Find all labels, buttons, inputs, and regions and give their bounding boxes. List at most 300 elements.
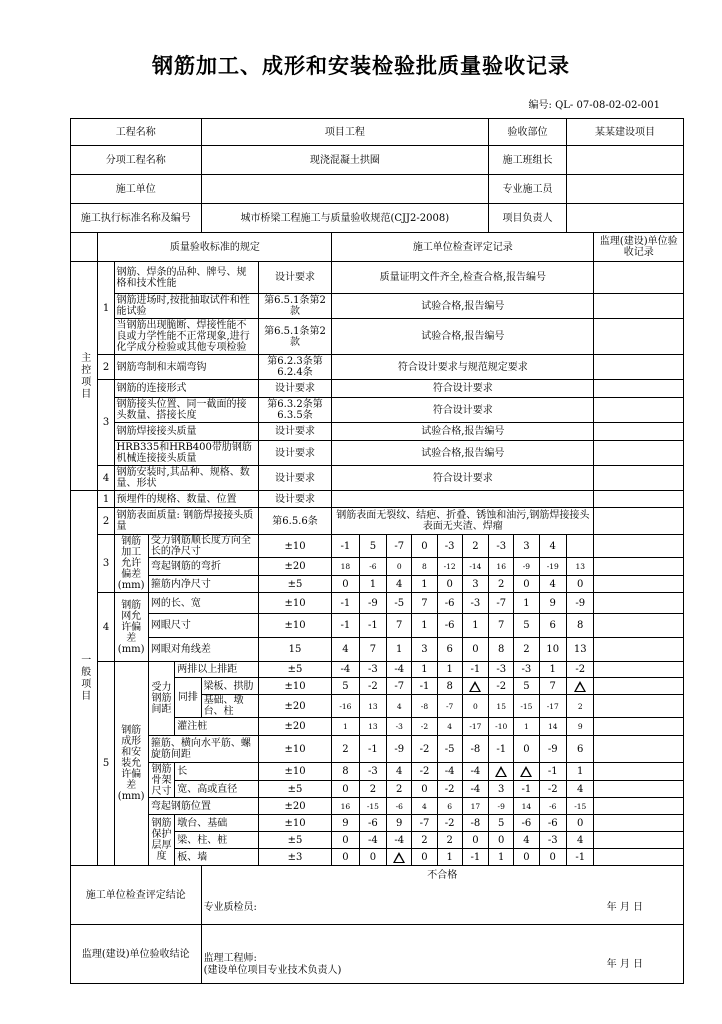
measured-value bbox=[566, 678, 593, 695]
main-item-desc: 钢筋安装时,其品种、规格、数量、形状 bbox=[114, 466, 258, 491]
measured-value: -4 bbox=[332, 662, 359, 678]
measured-value: 3 bbox=[514, 535, 539, 558]
general-item-supervisor bbox=[594, 593, 684, 614]
measured-value: -2 bbox=[359, 678, 386, 695]
main-item-req: 第6.3.2条第6.3.5条 bbox=[258, 398, 331, 423]
measured-value: 3 bbox=[489, 781, 514, 798]
measured-value: -1 bbox=[566, 849, 593, 866]
main-item-supervisor bbox=[594, 380, 684, 398]
main-item-desc: 钢筋进场时,按批抽取试件和性能试验 bbox=[114, 294, 258, 319]
general-item-supervisor bbox=[594, 535, 684, 558]
measured-value: -2 bbox=[412, 718, 437, 736]
main-item-desc: 钢筋弯制和末端弯钩 bbox=[114, 355, 258, 380]
general-item-supervisor bbox=[594, 678, 684, 695]
tolerance: ±20 bbox=[258, 718, 331, 736]
measured-value: 9 bbox=[566, 718, 593, 736]
measured-value: 13 bbox=[566, 558, 593, 576]
measured-value: 6 bbox=[566, 736, 593, 763]
tolerance-item: 宽、高或直径 bbox=[175, 781, 259, 798]
measured-value: -2 bbox=[437, 815, 462, 832]
main-item-no: 2 bbox=[98, 355, 114, 380]
measured-value: -1 bbox=[332, 614, 359, 638]
spec-column-header: 质量验收标准的规定 bbox=[98, 233, 332, 262]
measured-value: 0 bbox=[539, 849, 566, 866]
measured-value: 3 bbox=[412, 638, 437, 662]
inspector-label: 专业质检员: bbox=[203, 902, 257, 913]
measured-value: 16 bbox=[332, 798, 359, 815]
measured-value: 13 bbox=[566, 638, 593, 662]
measured-value: -9 bbox=[539, 736, 566, 763]
page-title: 钢筋加工、成形和安装检验批质量验收记录 bbox=[152, 54, 570, 78]
main-item-desc: 钢筋、焊条的品种、牌号、规格和技术性能 bbox=[114, 262, 258, 294]
measured-value: 0 bbox=[489, 832, 514, 849]
main-item-no: 1 bbox=[98, 262, 114, 355]
supervision-conclusion-box bbox=[201, 925, 683, 984]
tolerance-item: 受力钢筋顺长度方向全长的净尺寸 bbox=[148, 535, 258, 558]
measured-value: -7 bbox=[387, 535, 412, 558]
general-item-supervisor bbox=[594, 491, 684, 508]
tolerance-item: 墩台、基础 bbox=[175, 815, 259, 832]
sub-group: 钢筋骨架尺寸 bbox=[148, 763, 174, 798]
main-item-supervisor bbox=[594, 294, 684, 319]
measured-value: -2 bbox=[489, 678, 514, 695]
date-label-2: 年 月 日 bbox=[606, 959, 643, 970]
supervisor-column-header: 监理(建设)单位验收记录 bbox=[594, 233, 684, 262]
measured-value: 4 bbox=[437, 718, 462, 736]
tolerance: ±10 bbox=[258, 678, 331, 695]
measured-value: 1 bbox=[412, 662, 437, 678]
main-item-result: 符合设计要求 bbox=[332, 380, 594, 398]
measured-value: -3 bbox=[539, 832, 566, 849]
measured-value: 8 bbox=[412, 558, 437, 576]
tolerance: 15 bbox=[258, 638, 331, 662]
measured-value: 2 bbox=[514, 638, 539, 662]
general-item-no: 2 bbox=[98, 508, 114, 535]
acceptance-dept-label: 验收部位 bbox=[489, 119, 567, 146]
measured-value: -5 bbox=[387, 593, 412, 614]
measured-value: -6 bbox=[437, 614, 462, 638]
measured-value: 1 bbox=[514, 593, 539, 614]
measured-value: 7 bbox=[489, 614, 514, 638]
measured-value: 4 bbox=[539, 535, 566, 558]
tolerance: ±10 bbox=[258, 593, 331, 614]
measured-value: 4 bbox=[412, 798, 437, 815]
tolerance: ±10 bbox=[258, 815, 331, 832]
measured-value: 13 bbox=[359, 695, 386, 718]
main-item-supervisor bbox=[594, 262, 684, 294]
main-item-result: 试验合格,报告编号 bbox=[332, 319, 594, 355]
measured-value: 7 bbox=[412, 593, 437, 614]
general-item-supervisor bbox=[594, 781, 684, 798]
measured-value: -3 bbox=[359, 662, 386, 678]
measured-value: -6 bbox=[359, 815, 386, 832]
general-item-supervisor bbox=[594, 718, 684, 736]
team-leader bbox=[566, 146, 683, 175]
measured-value: -14 bbox=[462, 558, 488, 576]
measured-value: 0 bbox=[566, 576, 593, 593]
measured-value: 1 bbox=[412, 576, 437, 593]
measured-value: -7 bbox=[387, 678, 412, 695]
main-item-desc: 当钢筋出现脆断、焊接性能不良或力学性能不正常现象,进行化学成分检验或其他专项检验 bbox=[114, 319, 258, 355]
general-item-desc: 钢筋表面质量: 钢筋焊接接头质量 bbox=[114, 508, 258, 535]
measured-value: 0 bbox=[332, 832, 359, 849]
tolerance-item: 板、墙 bbox=[175, 849, 259, 866]
measured-value: 0 bbox=[332, 781, 359, 798]
measured-value: -7 bbox=[412, 815, 437, 832]
measured-value: 0 bbox=[462, 695, 488, 718]
measured-value: 0 bbox=[359, 849, 386, 866]
tolerance-item: 灌注桩 bbox=[175, 718, 259, 736]
measured-value: -3 bbox=[437, 535, 462, 558]
main-item-desc: 钢筋的连接形式 bbox=[114, 380, 258, 398]
measured-value: 1 bbox=[489, 849, 514, 866]
measured-value: 6 bbox=[437, 638, 462, 662]
worker bbox=[566, 175, 683, 204]
measured-value: 14 bbox=[514, 798, 539, 815]
measured-value: -1 bbox=[462, 662, 488, 678]
tolerance-item: 箍筋内净尺寸 bbox=[148, 576, 258, 593]
measured-value: -5 bbox=[437, 736, 462, 763]
tolerance-item: 基础、墩台、柱 bbox=[201, 695, 258, 718]
measured-value: -17 bbox=[462, 718, 488, 736]
tolerance-item: 梁板、拱肋 bbox=[201, 678, 258, 695]
measured-value: 2 bbox=[332, 736, 359, 763]
main-item-req: 设计要求 bbox=[258, 423, 331, 441]
general-item-supervisor bbox=[594, 832, 684, 849]
main-item-desc: HRB335和HRB400带肋钢筋机械连接接头质量 bbox=[114, 441, 258, 466]
measured-value: -3 bbox=[387, 718, 412, 736]
measured-value: 5 bbox=[489, 815, 514, 832]
main-item-supervisor bbox=[594, 441, 684, 466]
measured-value: 1 bbox=[514, 718, 539, 736]
main-item-req: 第6.5.1条第2款 bbox=[258, 294, 331, 319]
measured-value: 4 bbox=[566, 781, 593, 798]
main-item-supervisor bbox=[594, 355, 684, 380]
tolerance: ±20 bbox=[258, 798, 331, 815]
measured-value: 8 bbox=[332, 763, 359, 781]
general-item-supervisor bbox=[594, 558, 684, 576]
measured-value: -9 bbox=[566, 593, 593, 614]
main-item-req: 设计要求 bbox=[258, 466, 331, 491]
engineer-note: (建设单位项目专业技术负责人) bbox=[203, 965, 342, 976]
tolerance-item: 箍筋、横向水平筋、螺旋筋间距 bbox=[148, 736, 258, 763]
measured-value: -2 bbox=[437, 781, 462, 798]
supervision-conclusion-label: 监理(建设)单位验收结论 bbox=[71, 925, 202, 984]
measured-value bbox=[489, 763, 514, 781]
measured-value: -1 bbox=[489, 736, 514, 763]
sub-group: 钢筋保护层厚度 bbox=[148, 815, 174, 866]
warning-triangle-icon bbox=[495, 766, 507, 777]
measured-value: -4 bbox=[387, 662, 412, 678]
main-item-result: 符合设计要求 bbox=[332, 398, 594, 423]
measured-value: 8 bbox=[437, 678, 462, 695]
team-leader-label: 施工班组长 bbox=[489, 146, 567, 175]
measured-value: -8 bbox=[462, 736, 488, 763]
general-item-no: 3 bbox=[98, 535, 114, 593]
measured-value: 1 bbox=[359, 576, 386, 593]
main-item-req: 设计要求 bbox=[258, 441, 331, 466]
measured-value: -1 bbox=[514, 781, 539, 798]
measured-value: -1 bbox=[332, 535, 359, 558]
measured-value: -3 bbox=[514, 662, 539, 678]
measured-value: -6 bbox=[387, 798, 412, 815]
measured-value: -1 bbox=[539, 763, 566, 781]
measured-value: 5 bbox=[514, 678, 539, 695]
tolerance-item: 网眼尺寸 bbox=[148, 614, 258, 638]
main-item-supervisor bbox=[594, 423, 684, 441]
measured-value: 2 bbox=[489, 576, 514, 593]
worker-label: 专业施工员 bbox=[489, 175, 567, 204]
measured-value: -2 bbox=[539, 781, 566, 798]
construction-conclusion-box bbox=[201, 866, 683, 925]
measured-value: 0 bbox=[412, 535, 437, 558]
tolerance: ±5 bbox=[258, 832, 331, 849]
measured-value: 2 bbox=[437, 832, 462, 849]
measured-value: 0 bbox=[387, 558, 412, 576]
measured-value: 1 bbox=[566, 763, 593, 781]
measured-value: 4 bbox=[332, 638, 359, 662]
measured-value: -15 bbox=[566, 798, 593, 815]
tolerance-item: 两排以上排距 bbox=[175, 662, 259, 678]
measured-value: 0 bbox=[412, 781, 437, 798]
warning-triangle-icon bbox=[520, 766, 532, 777]
measured-value: 16 bbox=[489, 558, 514, 576]
general-item-req: 设计要求 bbox=[258, 491, 331, 508]
general-item-supervisor bbox=[594, 763, 684, 781]
sub-group-same-row: 同排 bbox=[175, 678, 201, 718]
main-item-req: 设计要求 bbox=[258, 380, 331, 398]
acceptance-record-table bbox=[70, 118, 684, 984]
measured-value: -6 bbox=[514, 815, 539, 832]
measured-value: 0 bbox=[437, 576, 462, 593]
measured-value: -6 bbox=[539, 798, 566, 815]
measured-value: -6 bbox=[437, 593, 462, 614]
manager-label: 项目负责人 bbox=[489, 204, 567, 233]
measured-value: 18 bbox=[332, 558, 359, 576]
measured-value: 6 bbox=[437, 798, 462, 815]
measured-value: -10 bbox=[489, 718, 514, 736]
document-number: 编号: QL- 07-08-02-02-001 bbox=[528, 100, 660, 111]
measured-value: 2 bbox=[359, 781, 386, 798]
main-item-result: 符合设计要求与规范规定要求 bbox=[332, 355, 594, 380]
measured-value: 0 bbox=[514, 849, 539, 866]
tolerance: ±5 bbox=[258, 781, 331, 798]
main-item-no: 3 bbox=[98, 380, 114, 466]
tolerance: ±20 bbox=[258, 695, 331, 718]
measured-value: 4 bbox=[387, 576, 412, 593]
measured-value: 0 bbox=[462, 638, 488, 662]
tolerance: ±3 bbox=[258, 849, 331, 866]
measured-value: 15 bbox=[489, 695, 514, 718]
measured-value: 0 bbox=[332, 849, 359, 866]
measured-value: -15 bbox=[359, 798, 386, 815]
measured-value: 13 bbox=[359, 718, 386, 736]
measured-value: 7 bbox=[387, 614, 412, 638]
measured-value: -4 bbox=[462, 781, 488, 798]
measured-value: -7 bbox=[437, 695, 462, 718]
measured-value: 0 bbox=[412, 849, 437, 866]
standard: 城市桥梁工程施工与质量验收规范(CJJ2-2008) bbox=[201, 204, 489, 233]
tolerance-item: 长 bbox=[175, 763, 259, 781]
general-item-supervisor bbox=[594, 508, 684, 535]
measured-value: -6 bbox=[539, 815, 566, 832]
general-item-no: 1 bbox=[98, 491, 114, 508]
measured-value: 4 bbox=[514, 832, 539, 849]
measured-value: -16 bbox=[332, 695, 359, 718]
general-item-supervisor bbox=[594, 576, 684, 593]
general-item-no: 4 bbox=[98, 593, 114, 662]
main-item-no: 4 bbox=[98, 466, 114, 491]
measured-value: 7 bbox=[359, 638, 386, 662]
measured-value: -2 bbox=[412, 763, 437, 781]
measured-value: 2 bbox=[462, 535, 488, 558]
subproject: 现浇混凝土拱圈 bbox=[201, 146, 489, 175]
general-item-supervisor bbox=[594, 798, 684, 815]
acceptance-dept: 某某建设项目 bbox=[566, 119, 683, 146]
measured-value: -1 bbox=[359, 736, 386, 763]
measured-value: 1 bbox=[462, 614, 488, 638]
tolerance: ±10 bbox=[258, 535, 331, 558]
main-item-req: 第6.5.1条第2款 bbox=[258, 319, 331, 355]
unit-label: 施工单位 bbox=[71, 175, 202, 204]
tolerance-item: 网眼对角线差 bbox=[148, 638, 258, 662]
general-item-supervisor bbox=[594, 815, 684, 832]
measured-value: -4 bbox=[462, 763, 488, 781]
general-item-supervisor bbox=[594, 849, 684, 866]
main-item-req: 第6.2.3条第6.2.4条 bbox=[258, 355, 331, 380]
measured-value: 3 bbox=[462, 576, 488, 593]
measured-value: -7 bbox=[489, 593, 514, 614]
measured-value: -17 bbox=[539, 695, 566, 718]
measured-value: 0 bbox=[462, 832, 488, 849]
general-item-supervisor bbox=[594, 695, 684, 718]
measured-value: -1 bbox=[332, 593, 359, 614]
measured-value: 10 bbox=[539, 638, 566, 662]
main-item-supervisor bbox=[594, 466, 684, 491]
tolerance: ±20 bbox=[258, 558, 331, 576]
warning-triangle-icon bbox=[469, 681, 481, 692]
unit bbox=[201, 175, 489, 204]
main-item-supervisor bbox=[594, 398, 684, 423]
measured-value: -15 bbox=[514, 695, 539, 718]
measured-value: 4 bbox=[539, 576, 566, 593]
measured-value: -8 bbox=[412, 695, 437, 718]
measured-value: -6 bbox=[359, 558, 386, 576]
measured-value: -1 bbox=[462, 849, 488, 866]
measured-value: 1 bbox=[412, 614, 437, 638]
measured-value: 1 bbox=[332, 718, 359, 736]
warning-triangle-icon bbox=[574, 681, 586, 692]
tolerance: ±10 bbox=[258, 614, 331, 638]
date-label: 年 月 日 bbox=[606, 902, 643, 913]
measured-value: -3 bbox=[462, 593, 488, 614]
standard-label: 施工执行标准名称及编号 bbox=[71, 204, 202, 233]
tolerance-item: 弯起钢筋的弯折 bbox=[148, 558, 258, 576]
main-item-desc: 钢筋接头位置、同一截面的接头数量、搭接长度 bbox=[114, 398, 258, 423]
measured-value: 0 bbox=[566, 815, 593, 832]
measured-value: 1 bbox=[387, 638, 412, 662]
tolerance-group: 钢筋加工允许偏差(mm) bbox=[114, 535, 148, 593]
measured-value: 8 bbox=[566, 614, 593, 638]
measured-value: 8 bbox=[489, 638, 514, 662]
measured-value: -9 bbox=[387, 736, 412, 763]
general-items-label: 一般项目 bbox=[71, 491, 98, 866]
measured-value: -2 bbox=[412, 736, 437, 763]
general-item-supervisor bbox=[594, 662, 684, 678]
measured-value: -9 bbox=[514, 558, 539, 576]
general-item-result: 钢筋表面无裂纹、结疤、折叠、锈蚀和油污,钢筋焊接接头表面无夹渣、焊瘤 bbox=[332, 508, 594, 535]
measured-value: 0 bbox=[332, 576, 359, 593]
measured-value: 2 bbox=[412, 832, 437, 849]
general-item-supervisor bbox=[594, 614, 684, 638]
measured-value: 1 bbox=[437, 849, 462, 866]
measured-value: -1 bbox=[412, 678, 437, 695]
measured-value: -4 bbox=[387, 832, 412, 849]
measured-value: 6 bbox=[539, 614, 566, 638]
blank-corner bbox=[71, 233, 98, 262]
general-item-result bbox=[332, 491, 594, 508]
general-item-req: 第6.5.6条 bbox=[258, 508, 331, 535]
measured-value bbox=[514, 763, 539, 781]
main-item-result: 质量证明文件齐全,检查合格,报告编号 bbox=[332, 262, 594, 294]
main-item-result: 试验合格,报告编号 bbox=[332, 294, 594, 319]
measured-value: 0 bbox=[514, 736, 539, 763]
measured-value: 1 bbox=[539, 662, 566, 678]
measured-value: 5 bbox=[359, 535, 386, 558]
project-name-label: 工程名称 bbox=[71, 119, 202, 146]
tolerance: ±10 bbox=[258, 736, 331, 763]
construction-conclusion-label: 施工单位检查评定结论 bbox=[71, 866, 202, 925]
measured-value: -9 bbox=[359, 593, 386, 614]
sub-group: 受力钢筋间距 bbox=[148, 662, 174, 736]
measured-value: -9 bbox=[489, 798, 514, 815]
general-item-desc: 预埋件的规格、数量、位置 bbox=[114, 491, 258, 508]
measured-value: -3 bbox=[359, 763, 386, 781]
measured-value bbox=[566, 535, 593, 558]
measured-value bbox=[387, 849, 412, 866]
engineer-label: 监理工程师: bbox=[203, 953, 257, 964]
measured-value bbox=[462, 678, 488, 695]
measured-value: 5 bbox=[332, 678, 359, 695]
measured-value: 2 bbox=[387, 781, 412, 798]
tolerance-item: 梁、柱、桩 bbox=[175, 832, 259, 849]
measured-value: -4 bbox=[437, 763, 462, 781]
main-item-result: 试验合格,报告编号 bbox=[332, 423, 594, 441]
measured-value: -3 bbox=[489, 535, 514, 558]
measured-value: 9 bbox=[387, 815, 412, 832]
project-name: 项目工程 bbox=[201, 119, 489, 146]
measured-value: 5 bbox=[514, 614, 539, 638]
subproject-label: 分项工程名称 bbox=[71, 146, 202, 175]
main-items-label: 主控项目 bbox=[71, 262, 98, 491]
manager bbox=[566, 204, 683, 233]
main-item-desc: 钢筋焊接接头质量 bbox=[114, 423, 258, 441]
measured-value: -3 bbox=[489, 662, 514, 678]
measured-value: -1 bbox=[359, 614, 386, 638]
record-column-header: 施工单位检查评定记录 bbox=[332, 233, 594, 262]
general-item-no: 5 bbox=[98, 662, 114, 866]
measured-value: 1 bbox=[437, 662, 462, 678]
tolerance: ±5 bbox=[258, 576, 331, 593]
measured-value: -19 bbox=[539, 558, 566, 576]
tolerance-group: 钢筋成形和安装允许偏差(mm) bbox=[114, 662, 148, 866]
tolerance-group: 钢筋网允许偏差(mm) bbox=[114, 593, 148, 662]
measured-value: 4 bbox=[387, 763, 412, 781]
measured-value: 2 bbox=[566, 695, 593, 718]
measured-value: 0 bbox=[514, 576, 539, 593]
tolerance: ±10 bbox=[258, 763, 331, 781]
measured-value: 9 bbox=[539, 593, 566, 614]
